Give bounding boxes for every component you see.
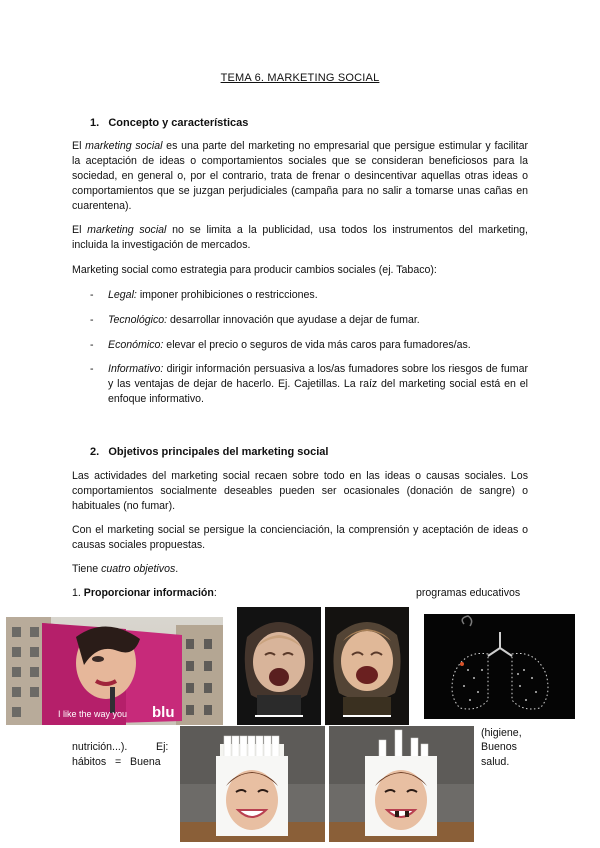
fragment-salud: salud. — [481, 756, 510, 768]
list-item-legal: Legal: imponer prohibiciones o restricciones. — [108, 289, 318, 301]
fragment-higiene: (higiene, — [481, 727, 522, 739]
smoke-lungs-photo — [424, 614, 575, 719]
crying-child-photo-2 — [325, 607, 409, 725]
section-1-number: 1. — [90, 117, 100, 129]
smoke-lungs-illustration — [424, 614, 575, 719]
crying-child-illustration-1 — [237, 607, 321, 725]
paragraph-objetivos: Tiene cuatro objetivos. — [72, 563, 179, 575]
crying-child-photo-1 — [237, 607, 321, 725]
term-marketing-social: marketing social — [85, 140, 163, 152]
cigarette-pack-illustration-1 — [180, 726, 325, 842]
fragment-habitos: hábitos = Buena — [72, 756, 161, 768]
billboard-brand: blu — [152, 704, 175, 721]
paragraph-activities: Las actividades del marketing social recaen sobre todo en las ideas o causas sociales. Los comportamientos socialmente deseables pueden ser ocasionales (donación de sangre) o habituales (no fumar). — [72, 470, 528, 512]
objective-1-continuation: programas educativos — [416, 587, 521, 599]
objective-1: 1. Proporcionar información: — [72, 587, 217, 599]
paragraph-strategy: Marketing social como estrategia para producir cambios sociales (ej. Tabaco): — [72, 264, 437, 276]
list-item-tecnologico: Tecnológico: desarrollar innovación que ayudase a dejar de fumar. — [108, 314, 420, 326]
paragraph-instruments: El marketing social no se limita a la publicidad, usa todos los instrumentos del marketing, incluida la investigación de mercados. — [72, 224, 528, 251]
list-dash: - — [90, 363, 94, 375]
section-2-number: 2. — [90, 446, 100, 458]
list-item-informativo: Informativo: dirigir información persuasiva a los/as fumadores sobre los riesgos de fumar y las ventajas de dejar de hacerlo. Ej. Cajetillas. La raíz del marketing social está en el enfoque informativo. — [108, 363, 528, 405]
page-title: TEMA 6. MARKETING SOCIAL — [220, 72, 380, 84]
section-1-heading — [90, 117, 248, 129]
cigarette-pack-smile-photo-2 — [329, 726, 474, 842]
section-2-title: Objetivos principales del marketing social — [108, 446, 329, 458]
billboard-illustration — [6, 617, 223, 725]
fragment-nutricion: nutrición...). — [72, 741, 128, 753]
list-dash: - — [90, 314, 94, 326]
list-dash: - — [90, 289, 94, 301]
list-dash: - — [90, 339, 94, 351]
cigarette-pack-illustration-2 — [329, 726, 474, 842]
billboard-photo — [6, 617, 223, 725]
crying-child-illustration-2 — [325, 607, 409, 725]
billboard-slogan: I like the way you — [58, 709, 128, 719]
fragment-ej: Ej: — [156, 741, 169, 753]
section-2-heading — [90, 446, 328, 458]
cigarette-pack-smile-photo-1 — [180, 726, 325, 842]
paragraph-concienciacion: Con el marketing social se persigue la concienciación, la comprensión y aceptación de ideas o causas sociales propuestas. — [72, 524, 528, 551]
section-1-title: Concepto y características — [108, 117, 249, 129]
list-item-economico: Económico: elevar el precio o seguros de vida más caros para fumadores/as. — [108, 339, 471, 351]
fragment-buenos: Buenos — [481, 741, 517, 753]
paragraph-definition: El marketing social es una parte del marketing no empresarial que persigue estimular y facilitar la aceptación de ideas o comportamientos sociales que se consideran beneficiosos para la sociedad, en general o, por el contrario, trata de frenar o desincentivar aquellas otras ideas o comportamientos que se juzgan perjudiciales (campaña para no salir a tomarse unas cañas en cuarentena). — [72, 140, 528, 212]
